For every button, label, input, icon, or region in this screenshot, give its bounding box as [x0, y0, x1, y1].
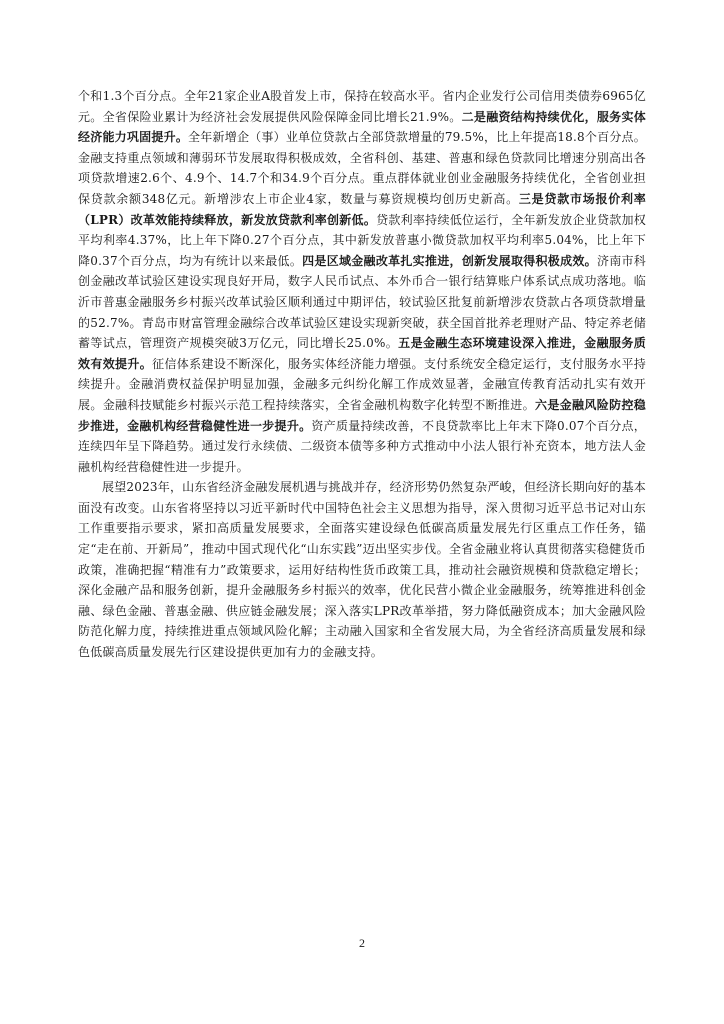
section-heading-risk-control: 六是金融风险防控稳步推进，金融机构经营稳健性进一步提升。 — [78, 397, 646, 433]
section-heading-lpr-reform: 三是贷款市场报价利率（LPR）改革效能持续释放，新发放贷款利率创新低。 — [78, 191, 646, 227]
section-heading-financial-ecosystem: 五是金融生态环境建设深入推进，金融服务质效有效提升。 — [78, 336, 646, 371]
paragraph-segment: 贷款利率持续低位运行，全年新发放企业贷款加权平均利率4.37%，比上年下降0.27个百分点，其中新发放普惠小微贷款加权平均利率5.04%，比上年下降0.37个百分点，均为有统计以来最低。 — [78, 212, 647, 268]
paragraph-segment: 资产质量持续改善，不良贷款率比上年末下降0.07个百分点，连续四年呈下降趋势。通过发行永续债、二级资本债等多种方式推动中小法人银行补充资本，地方法人金融机构经营稳健性进一步提升。 — [78, 418, 646, 474]
section-heading-financing-structure: 二是融资结构持续优化，服务实体经济能力巩固提升。 — [78, 109, 646, 145]
paragraph-segment: 征信体系建设不断深化，服务实体经济能力增强。支付系统安全稳定运行，支付服务水平持续提升。金融消费权益保护明显加强，金融多元纠纷化解工作成效显著，金融宣传教育活动扎实有效开展。金融科技赋能乡村振兴示范工程持续落实，全省金融机构数字化转型不断推进。 — [78, 356, 646, 412]
paragraph-financial-review — [78, 86, 646, 477]
section-heading-regional-reform: 四是区域金融改革扎实推进，创新发展取得积极成效。 — [302, 253, 597, 268]
paragraph-outlook-2023: 展望2023年，山东省经济金融发展机遇与挑战并存，经济形势仍然复杂严峻，但经济长期向好的基本面没有改变。山东省将坚持以习近平新时代中国特色社会主义思想为指导，深入贯彻习近平总书记对山东工作重要指示要求，紧扣高质量发展要求，全面落实建设绿色低碳高质量发展先行区重点工作任务，锚定“走在前、开新局”，推动中国式现代化“山东实践”迈出坚实步伐。全省金融业将认真贯彻落实稳健货币政策，准确把握“精准有力”政策要求，运用好结构性货币政策工具，推动社会融资规模和贷款稳定增长；深化金融产品和服务创新，提升金融服务乡村振兴的效率，优化民营小微企业金融服务，统筹推进科创金融、绿色金融、普惠金融、供应链金融发展；深入落实LPR改革举措，努力降低融资成本；加大金融风险防范化解力度，持续推进重点领域风险化解；主动融入国家和全省发展大局，为全省经济高质量发展和绿色低碳高质量发展先行区建设提供更加有力的金融支持。 — [78, 480, 646, 660]
document-body — [78, 86, 646, 663]
paragraph-segment: 个和1.3个百分点。全年21家企业A股首发上市，保持在较高水平。省内企业发行公司信用类债券6965亿元。全省保险业累计为经济社会发展提供风险保障金同比增长21.9%。 — [78, 89, 646, 124]
paragraph-segment: 全年新增企（事）业单位贷款占全部贷款增量的79.5%，比上年提高18.8个百分点。金融支持重点领域和薄弱环节发展取得积极成效，全省科创、基建、普惠和绿色贷款同比增速分别高出各项贷款增速2.6个、4.9个、14.7个和34.9个百分点。重点群体就业创业金融服务持续优化，全省创业担保贷款余额348亿元。新增涉农上市企业4家，数量与募资规模均创历史新高。 — [78, 130, 646, 206]
page-number: 2 — [359, 936, 365, 950]
paragraph-segment: 济南市科创金融改革试验区建设实现良好开局，数字人民币试点、本外币合一银行结算账户体系试点成功落地。临沂市普惠金融服务乡村振兴改革试验区顺利通过中期评估，较试验区批复前新增涉农贷款占各项贷款增量的52.7%。青岛市财富管理金融综合改革试验区建设实现新突破，获全国首批养老理财产品、特定养老储蓄等试点，管理资产规模突破3万亿元，同比增长25.0%。 — [78, 253, 646, 351]
